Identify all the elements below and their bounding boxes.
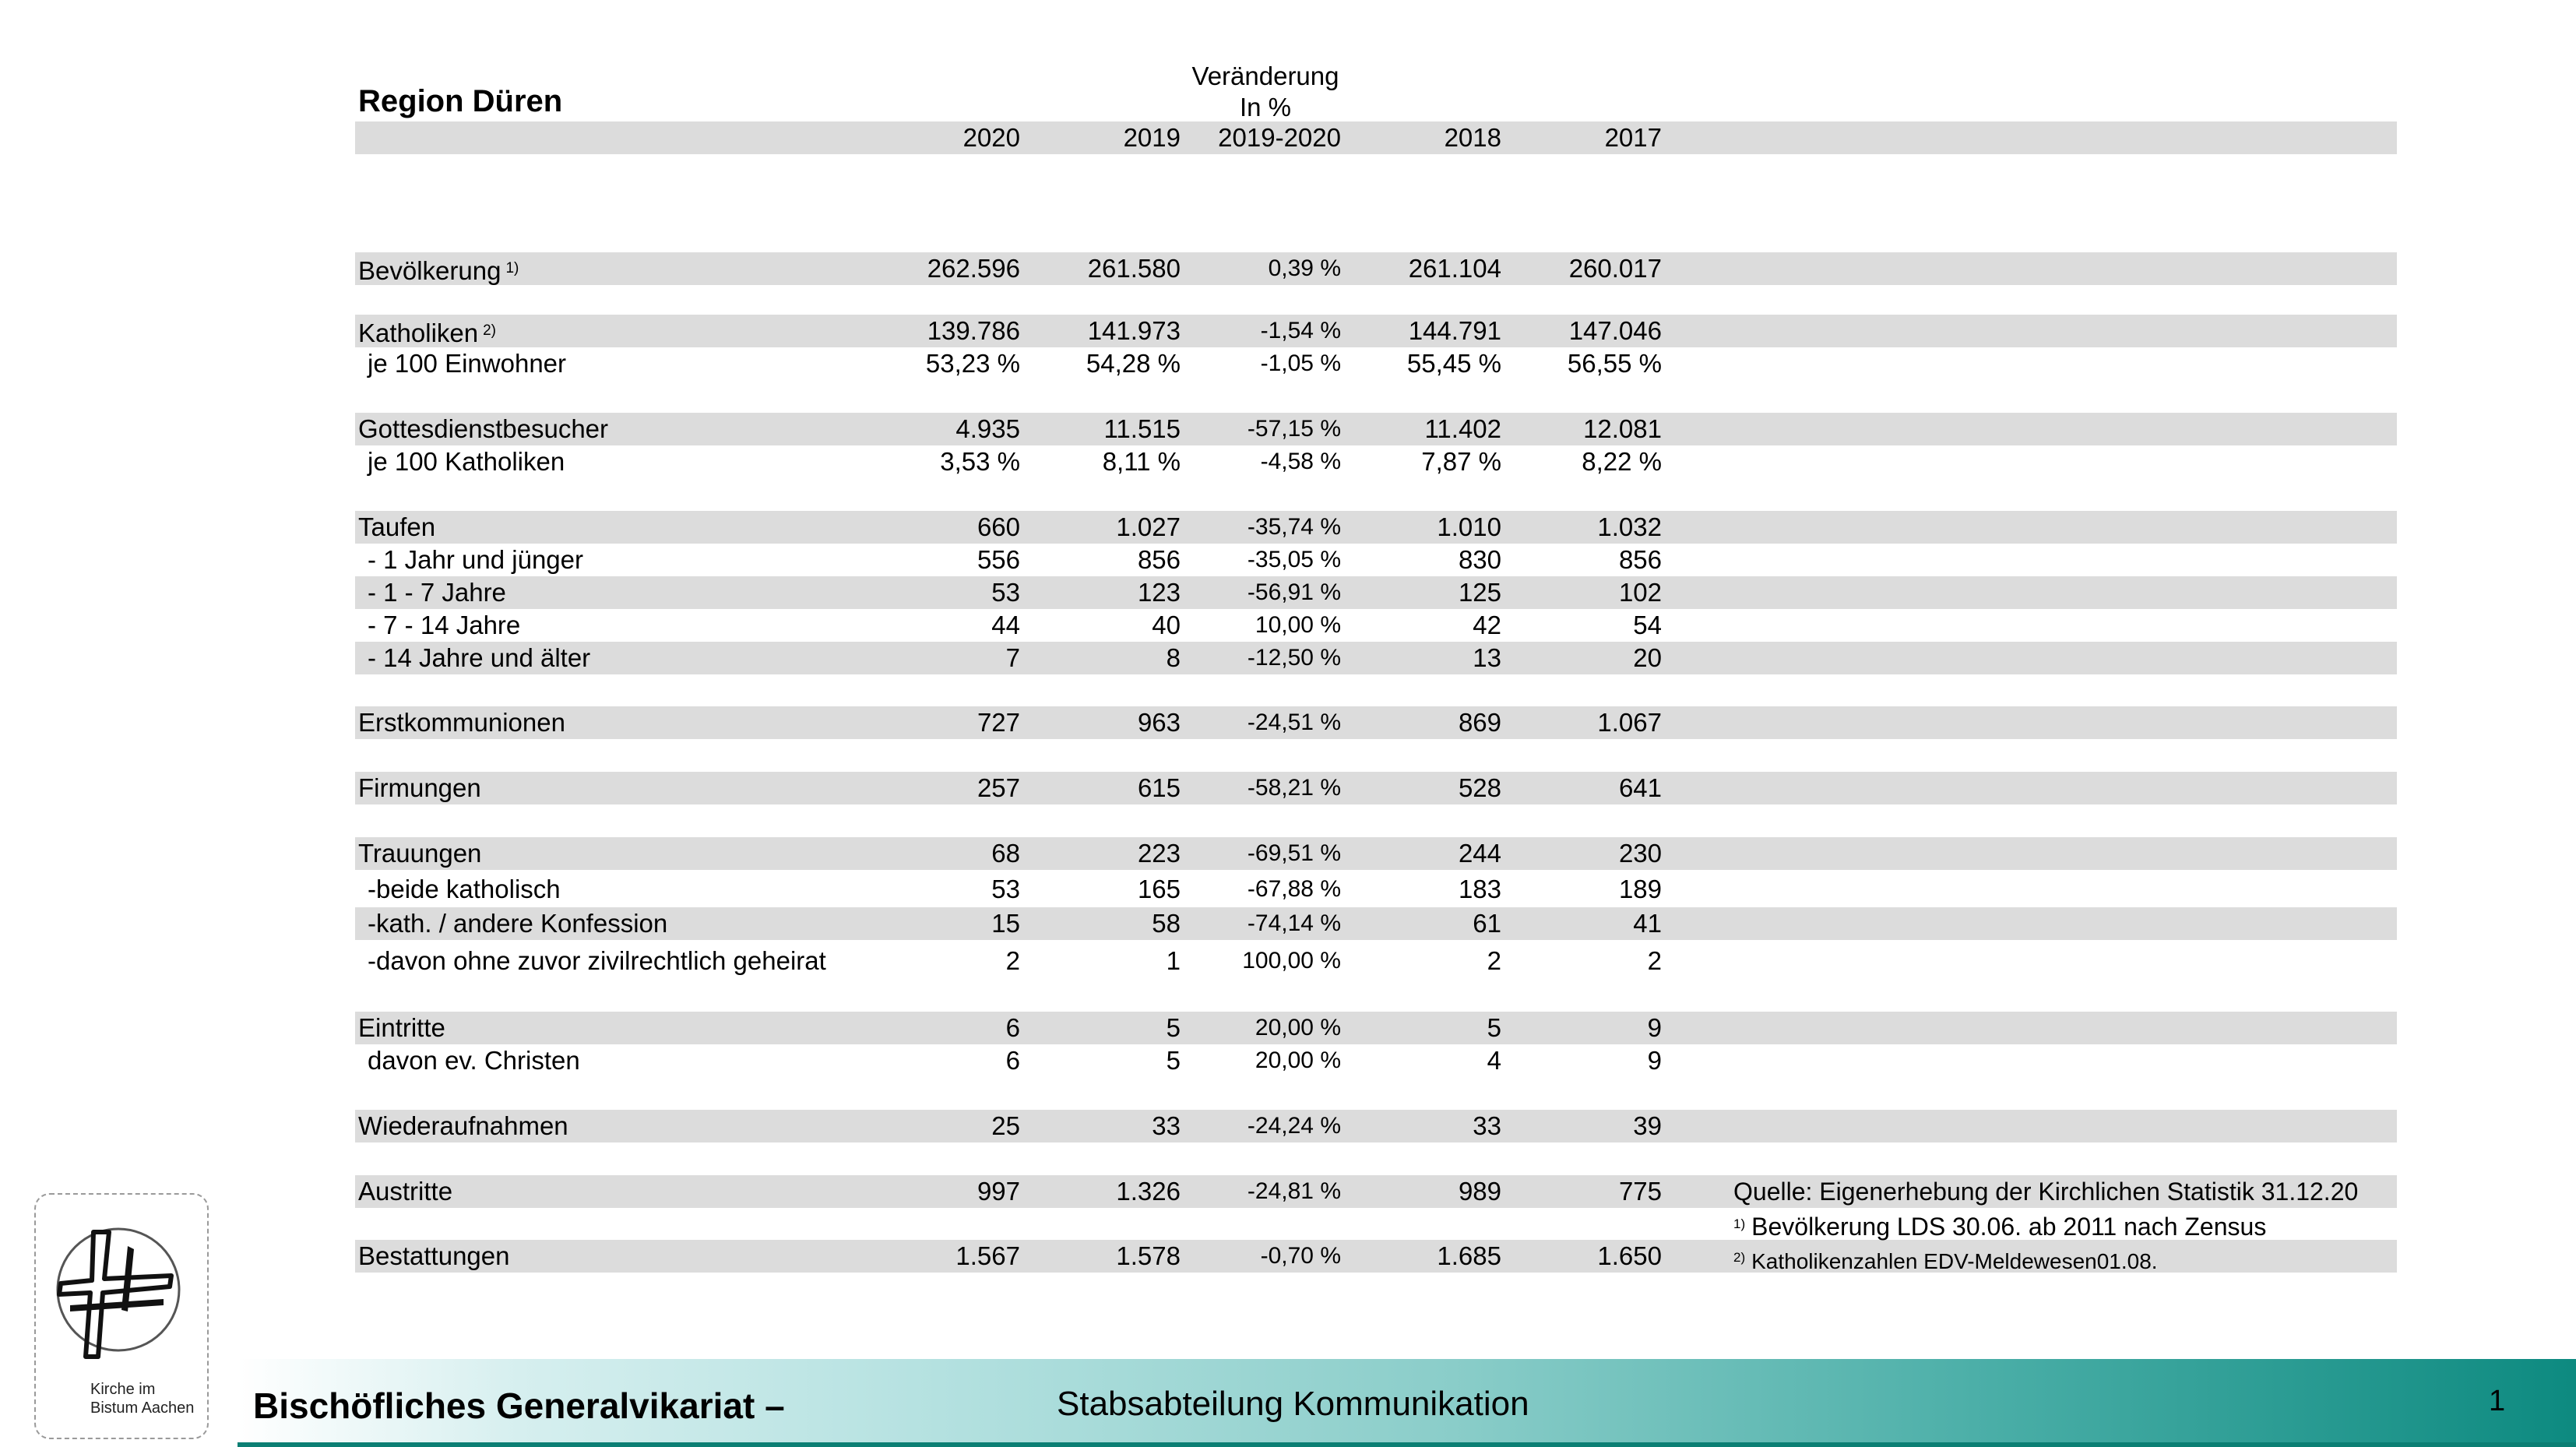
value-2019: 615 xyxy=(1137,773,1181,802)
value-2018: 261.104 xyxy=(1408,254,1501,283)
row-label-text: Bestattungen xyxy=(358,1241,510,1270)
value-2018: 2 xyxy=(1487,946,1501,975)
value-2017: 20 xyxy=(1633,643,1662,672)
value-change: 20,00 % xyxy=(1255,1047,1341,1073)
row-label-text: -davon ohne zuvor zivilrechtlich geheirat xyxy=(368,946,826,975)
row-label xyxy=(358,511,435,544)
value-2017: 41 xyxy=(1633,909,1662,938)
page-title: Region Düren xyxy=(358,84,563,118)
row-label-text: - 1 Jahr und jünger xyxy=(368,545,584,574)
value-2017: 230 xyxy=(1618,839,1662,868)
value-2017: 2 xyxy=(1647,946,1662,975)
value-2017: 641 xyxy=(1618,773,1662,802)
value-2019: 8 xyxy=(1166,643,1181,672)
table-row xyxy=(355,837,2397,870)
value-2018: 11.402 xyxy=(1424,414,1501,443)
row-label xyxy=(358,772,481,804)
value-change: -4,58 % xyxy=(1260,449,1341,474)
value-change: -56,91 % xyxy=(1247,579,1341,605)
value-2019: 58 xyxy=(1152,909,1181,938)
value-change: -1,54 % xyxy=(1260,318,1341,343)
row-label xyxy=(368,576,506,609)
table-header-row xyxy=(355,121,2397,154)
value-2019: 5 xyxy=(1166,1046,1181,1075)
table-row xyxy=(355,873,2397,906)
value-2017: 147.046 xyxy=(1568,316,1662,345)
row-label xyxy=(358,413,608,445)
footnote-2-text: Katholikenzahlen EDV-Meldewesen01.08. xyxy=(1751,1249,2158,1273)
row-label-text: -beide katholisch xyxy=(368,875,561,903)
row-label-text: Gottesdienstbesucher xyxy=(358,414,609,443)
value-2017: 1.032 xyxy=(1597,512,1662,541)
table-row xyxy=(355,544,2397,576)
table-row xyxy=(355,945,2397,977)
value-2020: 727 xyxy=(977,708,1020,737)
header-2019: 2019 xyxy=(1123,123,1181,152)
table-row xyxy=(355,347,2397,380)
value-2018: 830 xyxy=(1458,545,1501,574)
row-label xyxy=(368,1044,580,1077)
value-2018: 1.685 xyxy=(1437,1241,1501,1270)
logo-caption xyxy=(90,1380,194,1417)
value-2019: 223 xyxy=(1137,839,1181,868)
value-change: 10,00 % xyxy=(1255,612,1341,638)
value-2020: 997 xyxy=(977,1177,1020,1206)
value-2019: 261.580 xyxy=(1087,254,1181,283)
row-label-text: je 100 Katholiken xyxy=(368,447,565,476)
value-2020: 6 xyxy=(1005,1013,1020,1042)
value-change: -1,05 % xyxy=(1260,350,1341,376)
change-header-line1: Veränderung xyxy=(1191,62,1339,90)
value-2019: 1.326 xyxy=(1116,1177,1181,1206)
table-row xyxy=(355,315,2397,347)
table-row xyxy=(355,907,2397,940)
row-label-text: Austritte xyxy=(358,1177,453,1206)
footnote-marker: 2) xyxy=(483,322,497,339)
value-2020: 660 xyxy=(977,512,1020,541)
value-change: -35,74 % xyxy=(1247,514,1341,540)
change-header-line2: In % xyxy=(1239,93,1292,121)
row-label-text: je 100 Einwohner xyxy=(368,349,567,378)
row-label-text: Firmungen xyxy=(358,773,481,802)
value-2017: 1.650 xyxy=(1597,1241,1662,1270)
footer-organization: Bischöfliches Generalvikariat – xyxy=(253,1385,785,1426)
row-label xyxy=(368,347,566,380)
row-label xyxy=(358,837,481,870)
value-2018: 13 xyxy=(1473,643,1501,672)
value-change: 20,00 % xyxy=(1255,1015,1341,1040)
cross-logo-icon xyxy=(47,1218,195,1374)
value-change: -35,05 % xyxy=(1247,547,1341,572)
value-change: -74,14 % xyxy=(1247,910,1341,936)
value-2017: 56,55 % xyxy=(1567,349,1662,378)
row-label-text: Taufen xyxy=(358,512,436,541)
value-2018: 244 xyxy=(1458,839,1501,868)
row-label xyxy=(358,1110,568,1142)
value-2019: 141.973 xyxy=(1087,316,1181,345)
table-row xyxy=(355,642,2397,674)
logo-caption-line2: Bistum Aachen xyxy=(90,1399,195,1417)
row-label xyxy=(368,945,826,977)
footnote-2-mark: 2) xyxy=(1733,1250,1746,1265)
header-2020: 2020 xyxy=(962,123,1020,152)
value-2020: 53,23 % xyxy=(925,349,1020,378)
value-2017: 189 xyxy=(1618,875,1662,903)
value-2017: 9 xyxy=(1647,1046,1662,1075)
row-label-text: davon ev. Christen xyxy=(368,1046,580,1075)
value-2019: 1.027 xyxy=(1116,512,1181,541)
row-label xyxy=(368,873,561,906)
value-2020: 139.786 xyxy=(927,316,1020,345)
row-label-text: Erstkommunionen xyxy=(358,708,565,737)
row-label-text: Bevölkerung xyxy=(358,256,501,285)
value-2020: 257 xyxy=(977,773,1020,802)
table-row xyxy=(355,1044,2397,1077)
value-2018: 989 xyxy=(1458,1177,1501,1206)
value-2017: 102 xyxy=(1618,578,1662,607)
header-change: 2019-2020 xyxy=(1218,123,1341,152)
value-change: 0,39 % xyxy=(1268,255,1341,281)
value-2019: 856 xyxy=(1137,545,1181,574)
row-label xyxy=(358,1175,452,1208)
row-label-text: Katholiken xyxy=(358,319,479,347)
table-row xyxy=(355,1012,2397,1044)
value-2017: 39 xyxy=(1633,1111,1662,1140)
footnote-1 xyxy=(1733,1208,2266,1243)
value-2017: 54 xyxy=(1633,611,1662,639)
row-label xyxy=(358,1012,445,1044)
value-2017: 856 xyxy=(1618,545,1662,574)
value-2019: 54,28 % xyxy=(1086,349,1181,378)
value-2019: 5 xyxy=(1166,1013,1181,1042)
value-2019: 1.578 xyxy=(1116,1241,1181,1270)
value-2017: 260.017 xyxy=(1568,254,1662,283)
row-label-text: Trauungen xyxy=(358,839,482,868)
row-label-text: - 14 Jahre und älter xyxy=(368,643,591,672)
value-2018: 33 xyxy=(1473,1111,1501,1140)
value-2020: 7 xyxy=(1005,643,1020,672)
value-2018: 528 xyxy=(1458,773,1501,802)
value-change: -67,88 % xyxy=(1247,876,1341,902)
value-2019: 165 xyxy=(1137,875,1181,903)
row-label xyxy=(358,315,496,347)
page-number: 1 xyxy=(2489,1385,2506,1417)
value-2018: 4 xyxy=(1487,1046,1501,1075)
value-2020: 2 xyxy=(1005,946,1020,975)
value-change: -24,81 % xyxy=(1247,1178,1341,1204)
change-column-header xyxy=(1176,61,1355,123)
footnote-2 xyxy=(1733,1241,2158,1278)
value-2020: 6 xyxy=(1005,1046,1020,1075)
logo-caption-line1: Kirche im xyxy=(90,1381,156,1398)
row-label xyxy=(358,1240,510,1273)
value-2018: 144.791 xyxy=(1408,316,1501,345)
value-2017: 775 xyxy=(1618,1177,1662,1206)
row-label xyxy=(358,706,565,739)
row-label-text: Eintritte xyxy=(358,1013,445,1042)
row-label xyxy=(368,907,667,940)
value-2020: 3,53 % xyxy=(940,447,1020,476)
table-row xyxy=(355,706,2397,739)
value-2020: 25 xyxy=(991,1111,1020,1140)
footnote-1-mark: 1) xyxy=(1733,1216,1746,1231)
value-2020: 53 xyxy=(991,578,1020,607)
value-2019: 123 xyxy=(1137,578,1181,607)
value-2020: 4.935 xyxy=(955,414,1020,443)
value-2018: 1.010 xyxy=(1437,512,1501,541)
value-2018: 7,87 % xyxy=(1421,447,1501,476)
value-change: -69,51 % xyxy=(1247,840,1341,866)
row-label-text: -kath. / andere Konfession xyxy=(368,909,668,938)
table-row xyxy=(355,576,2397,609)
value-2017: 9 xyxy=(1647,1013,1662,1042)
header-2018: 2018 xyxy=(1444,123,1501,152)
value-2018: 183 xyxy=(1458,875,1501,903)
value-2018: 61 xyxy=(1473,909,1501,938)
value-2019: 40 xyxy=(1152,611,1181,639)
value-2019: 33 xyxy=(1152,1111,1181,1140)
table-row xyxy=(355,1110,2397,1142)
bistum-logo xyxy=(34,1193,209,1439)
value-2017: 12.081 xyxy=(1583,414,1662,443)
row-label-text: - 7 - 14 Jahre xyxy=(368,611,521,639)
value-2017: 8,22 % xyxy=(1582,447,1662,476)
footer-department: Stabsabteilung Kommunikation xyxy=(1057,1385,1529,1423)
value-change: -57,15 % xyxy=(1247,416,1341,442)
header-2017: 2017 xyxy=(1604,123,1662,152)
source-note: Quelle: Eigenerhebung der Kirchlichen Statistik 31.12.20 xyxy=(1733,1178,2359,1206)
table-row xyxy=(355,413,2397,445)
row-label xyxy=(368,609,520,642)
footnote-1-text: Bevölkerung LDS 30.06. ab 2011 nach Zensus xyxy=(1751,1213,2267,1241)
footnote-marker: 1) xyxy=(505,260,519,276)
value-2018: 55,45 % xyxy=(1406,349,1501,378)
value-change: -0,70 % xyxy=(1260,1243,1341,1269)
value-change: -24,51 % xyxy=(1247,709,1341,735)
value-2019: 1 xyxy=(1166,946,1181,975)
value-2018: 869 xyxy=(1458,708,1501,737)
value-2020: 556 xyxy=(977,545,1020,574)
table-row xyxy=(355,772,2397,804)
table-row xyxy=(355,445,2397,478)
row-label xyxy=(368,445,565,478)
value-2020: 1.567 xyxy=(955,1241,1020,1270)
row-label-text: - 1 - 7 Jahre xyxy=(368,578,506,607)
value-change: 100,00 % xyxy=(1242,948,1341,973)
row-label xyxy=(368,642,590,674)
value-2019: 11.515 xyxy=(1103,414,1181,443)
value-2018: 125 xyxy=(1458,578,1501,607)
value-change: -58,21 % xyxy=(1247,775,1341,801)
value-change: -12,50 % xyxy=(1247,645,1341,671)
value-2019: 963 xyxy=(1137,708,1181,737)
value-2020: 262.596 xyxy=(927,254,1020,283)
value-2018: 5 xyxy=(1487,1013,1501,1042)
table-row xyxy=(355,609,2397,642)
value-2020: 15 xyxy=(991,909,1020,938)
row-label-text: Wiederaufnahmen xyxy=(358,1111,568,1140)
value-change: -24,24 % xyxy=(1247,1113,1341,1139)
value-2019: 8,11 % xyxy=(1102,447,1181,476)
value-2020: 68 xyxy=(991,839,1020,868)
footer-rule xyxy=(238,1442,2576,1447)
value-2020: 53 xyxy=(991,875,1020,903)
value-2018: 42 xyxy=(1473,611,1501,639)
value-2017: 1.067 xyxy=(1597,708,1662,737)
table-row xyxy=(355,511,2397,544)
row-label xyxy=(358,252,519,285)
row-label xyxy=(368,544,583,576)
value-2020: 44 xyxy=(991,611,1020,639)
table-row xyxy=(355,252,2397,285)
